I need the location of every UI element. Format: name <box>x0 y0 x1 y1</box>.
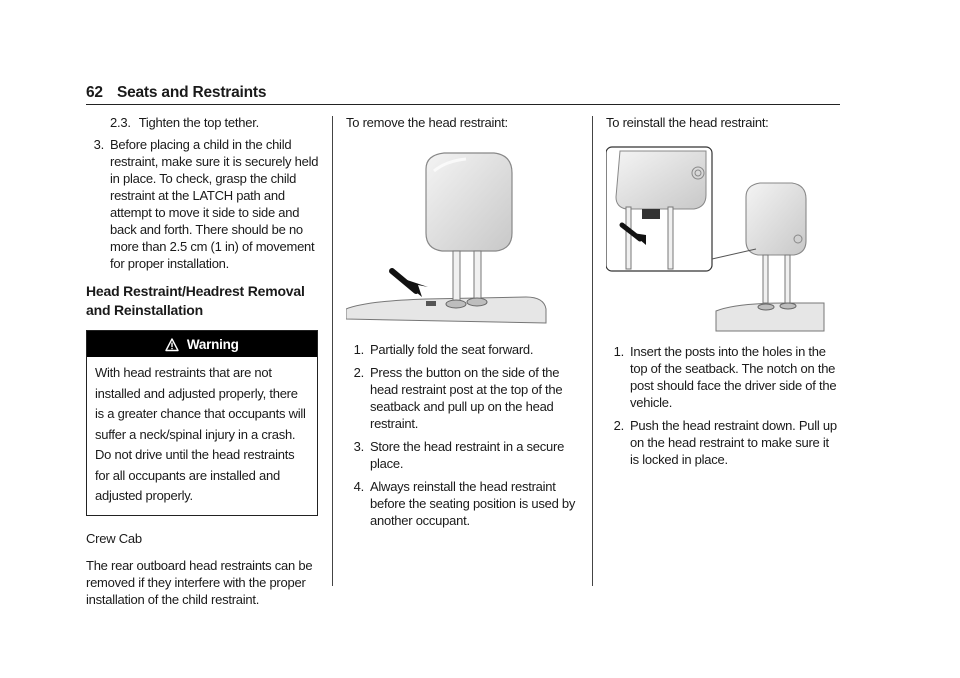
step-number: 2. <box>353 365 364 380</box>
substep-text: Tighten the top tether. <box>138 115 259 130</box>
step-number: 4. <box>353 479 364 494</box>
step-number: 3. <box>93 137 104 152</box>
step-number: 2. <box>613 418 624 433</box>
warning-header <box>87 331 317 357</box>
step-text: Insert the posts into the holes in the top of the seatback. The notch on the post should face the driver side of the vehicle. <box>630 344 837 410</box>
column-2 <box>346 114 578 535</box>
warning-title: Warning <box>186 337 239 352</box>
step-text: Push the head restraint down. Pull up on the head restraint to make sure it is locked in place. <box>630 418 837 467</box>
removal-step-1 <box>346 341 578 358</box>
header-rule <box>86 104 840 105</box>
page-header <box>86 84 266 102</box>
removal-step-4 <box>346 478 578 529</box>
column-divider-1 <box>332 116 333 586</box>
step-number: 1. <box>353 342 364 357</box>
reinstall-step-1 <box>606 343 840 411</box>
substep-2-3 <box>86 114 322 131</box>
step-number: 3. <box>353 439 364 454</box>
reinstall-step-2 <box>606 417 840 468</box>
step-text: Press the button on the side of the head restraint post at the top of the seatback and pull up on the head restraint. <box>370 365 563 431</box>
head-restraint-reinstall-illustration <box>606 141 830 333</box>
removal-intro: To remove the head restraint: <box>346 115 508 130</box>
section-heading: Head Restraint/Headrest Removal and Reinstallation <box>86 283 305 318</box>
reinstall-intro: To reinstall the head restraint: <box>606 115 769 130</box>
removal-step-3 <box>346 438 578 472</box>
step-number: 1. <box>613 344 624 359</box>
warning-text: With head restraints that are not installed and adjusted properly, there is a greater chance that occupants will suffer a neck/spinal injury in a crash. Do not drive until the head restraints for all occupants are installed and adjusted properly. <box>95 365 306 503</box>
step-text: Before placing a child in the child restraint, make sure it is securely held in place. To check, grasp the child restraint at the LATCH path and attempt to move it side to side and back and forth. There should be no more than 2.5 cm (1 in) of movement for proper installation. <box>110 137 319 271</box>
column-1 <box>86 114 322 608</box>
section-title: Seats and Restraints <box>116 84 267 101</box>
step-3 <box>86 136 322 272</box>
warning-triangle-icon <box>165 338 179 352</box>
page-number: 62 <box>86 84 103 101</box>
step-text: Store the head restraint in a secure place. <box>370 439 565 471</box>
head-restraint-removal-illustration <box>346 141 552 331</box>
crew-cab-text: The rear outboard head restraints can be removed if they interfere with the proper installation of the child restraint. <box>86 557 313 607</box>
column-3 <box>606 114 840 474</box>
substep-number: 2.3. <box>110 115 131 130</box>
step-text: Partially fold the seat forward. <box>370 342 534 357</box>
column-divider-2 <box>592 116 593 586</box>
crew-cab-label: Crew Cab <box>86 530 142 546</box>
warning-box <box>86 330 318 516</box>
removal-step-2 <box>346 364 578 432</box>
step-text: Always reinstall the head restraint before the seating position is used by another occupant. <box>370 479 576 528</box>
